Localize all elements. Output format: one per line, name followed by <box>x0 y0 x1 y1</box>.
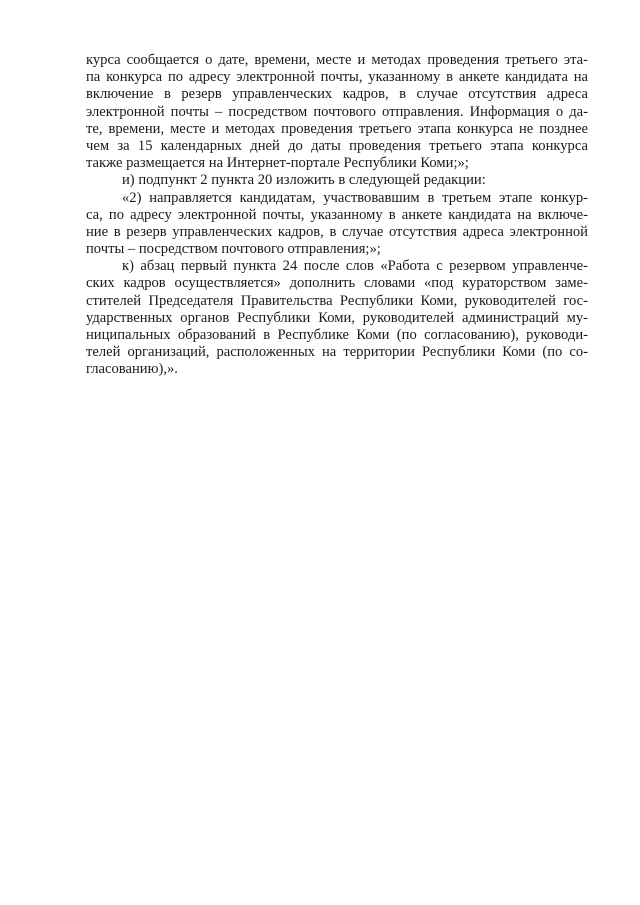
text-line: ских кадров осуществляется» дополнить словами «под кураторством заме- <box>86 275 588 292</box>
text-line: гласованию),». <box>86 361 178 378</box>
text-line: почты – посредством почтового отправления;»; <box>86 241 381 258</box>
text-line: включение в резерв управленческих кадров, в случае отсутствия адреса <box>86 86 588 103</box>
text-line: ниципальных образований в Республике Коми (по согласованию), руководи- <box>86 327 588 343</box>
text-line: электронной почты – посредством почтового отправления. Информация о да- <box>86 103 588 120</box>
text-line: те, времени, месте и методах проведения третьего этапа конкурса не позднее <box>86 120 588 137</box>
text-line: ние в резерв управленческих кадров, в случае отсутствия адреса электронной <box>86 223 588 240</box>
paragraph-i-heading: и) подпункт 2 пункта 20 изложить в следующей редакции: <box>122 172 486 189</box>
text-line: ударственных органов Республики Коми, руководителей администраций му- <box>86 309 588 326</box>
paragraph-k-heading: к) абзац первый пункта 24 после слов «Работа с резервом управленче- <box>122 258 588 275</box>
text-line: курса сообщается о дате, времени, месте и методах проведения третьего эта- <box>86 52 588 68</box>
text-line: па конкурса по адресу электронной почты, указанному в анкете кандидата на <box>86 69 588 86</box>
text-line: телей организаций, расположенных на территории Республики Коми (по со- <box>86 344 588 361</box>
text-line: са, по адресу электронной почты, указанному в анкете кандидата на включе- <box>86 206 588 223</box>
text-line: чем за 15 календарных дней до даты проведения третьего этапа конкурса <box>86 137 588 154</box>
document-body <box>86 52 588 379</box>
text-line: «2) направляется кандидатам, участвовавшим в третьем этапе конкур- <box>122 189 588 206</box>
text-line: стителей Председателя Правительства Республики Коми, руководителей гос- <box>86 292 588 309</box>
text-line: также размещается на Интернет-портале Республики Коми;»; <box>86 155 469 172</box>
